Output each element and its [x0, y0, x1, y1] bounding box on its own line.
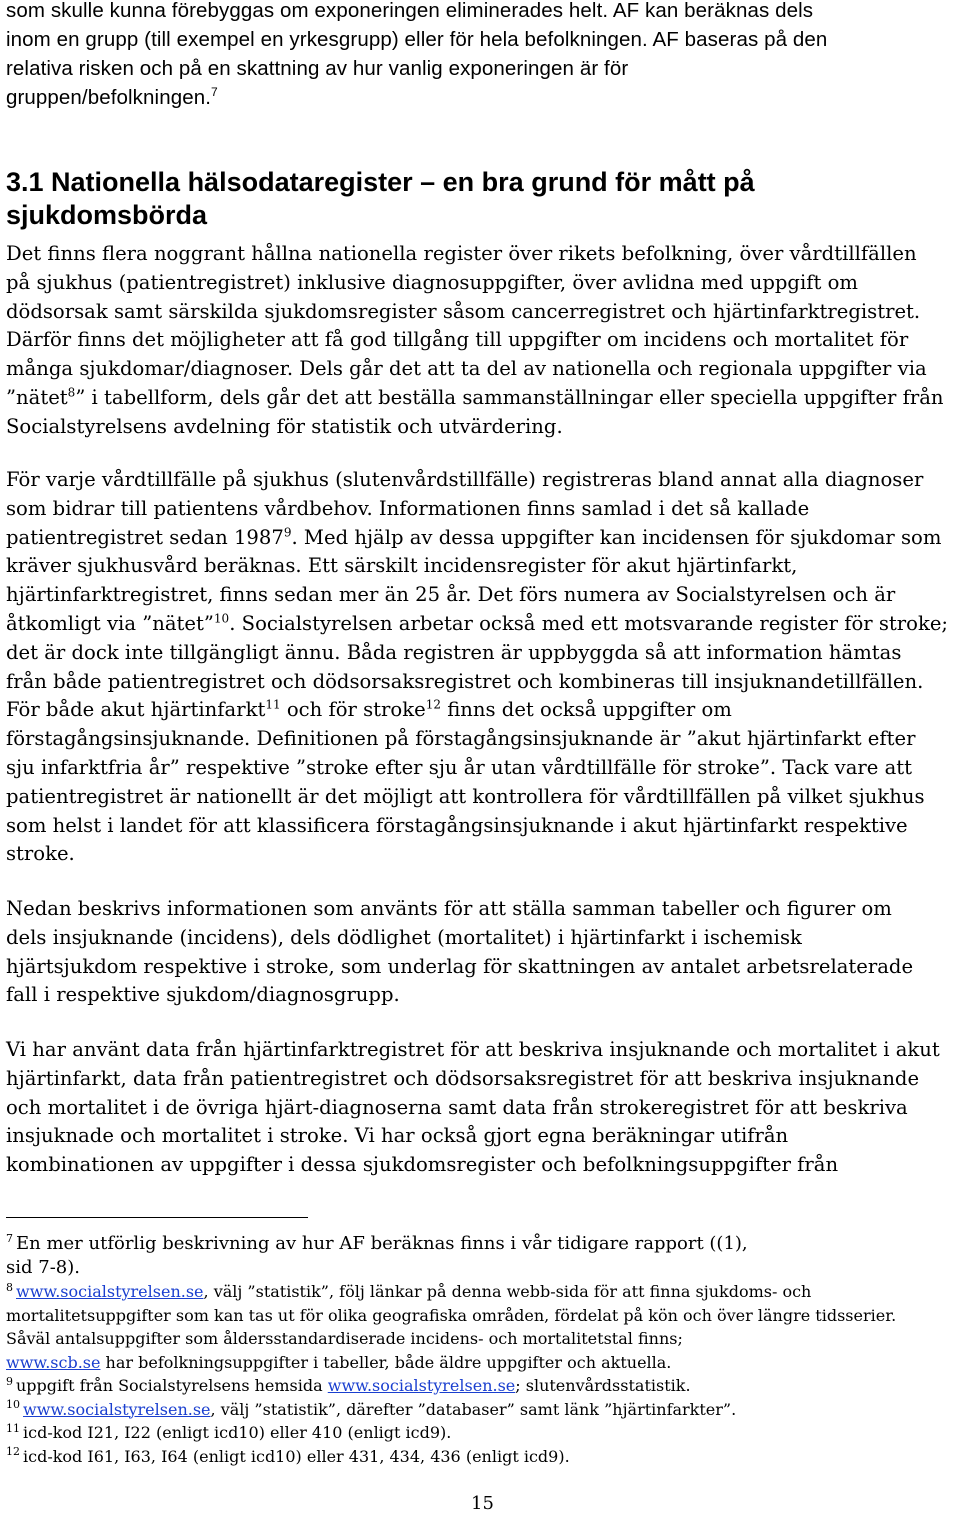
text-segment: gruppen/befolkningen.	[6, 86, 211, 109]
paragraph-data-sources	[6, 1036, 960, 1180]
text-line: kombinationen av uppgifter i dessa sjukdomsregister och befolkningsuppgifter från	[6, 1153, 839, 1177]
footnotes	[6, 1232, 956, 1468]
footnote-number: 7	[6, 1232, 13, 1245]
text-segment: För både akut hjärtinfarkt	[6, 698, 266, 722]
footnote-text: , välj ”statistik”, följ länkar på denna webb-sida för att finna sjukdoms- och	[203, 1282, 812, 1301]
footnote-8	[6, 1280, 956, 1304]
paragraph-method	[6, 895, 960, 1010]
socialstyrelsen-link[interactable]: www.socialstyrelsen.se	[327, 1376, 516, 1395]
text-line: relativa risken och på en skattning av hur vanlig exponeringen är för	[6, 57, 629, 80]
footnote-text: ; slutenvårdsstatistik.	[515, 1376, 691, 1395]
text-line: Vi har använt data från hjärtinfarktregistret för att beskriva insjuknande och mortalitet i akut	[6, 1038, 940, 1061]
footnote-ref[interactable]: 9	[283, 525, 292, 540]
text-line: För varje vårdtillfälle på sjukhus (slutenvårdstillfälle) registreras bland annat alla diagnoser	[6, 468, 924, 491]
text-line: stroke.	[6, 842, 75, 866]
text-line: insjuknade och mortalitet i stroke. Vi har också gjort egna beräkningar utifrån	[6, 1124, 789, 1148]
text-line: dödsorsak samt särskilda sjukdomsregister såsom cancerregistret och hjärtinfarktregistret.	[6, 299, 921, 323]
text-line: inom en grupp (till exempel en yrkesgrupp) eller för hela befolkningen. AF baseras på den	[6, 28, 828, 51]
footnote-separator	[6, 1217, 308, 1218]
text-line	[6, 384, 960, 413]
text-segment: patientregistret sedan 1987	[6, 525, 284, 549]
text-line: fall i respektive sjukdom/diagnosgrupp.	[6, 983, 400, 1007]
text-segment: ”nätet	[6, 385, 68, 409]
text-line	[6, 524, 960, 553]
footnote-8-cont: Såväl antalsuppgifter som åldersstandardiserade incidens- och mortalitetstal finns;	[6, 1329, 683, 1348]
intro-paragraph	[6, 0, 946, 112]
socialstyrelsen-link[interactable]: www.socialstyrelsen.se	[16, 1282, 204, 1301]
footnote-text: En mer utförlig beskrivning av hur AF beräknas finns i vår tidigare rapport ((1),	[16, 1233, 748, 1254]
footnote-text: icd-kod I61, I63, I64 (enligt icd10) eller 431, 434, 436 (enligt icd9).	[23, 1446, 570, 1466]
text-line: Socialstyrelsens avdelning för statistik och utvärdering.	[6, 414, 563, 438]
footnote-ref[interactable]: 8	[67, 385, 76, 400]
footnote-9	[6, 1374, 956, 1398]
text-segment: . Socialstyrelsen arbetar också med ett motsvarande register för stroke;	[229, 611, 949, 635]
footnote-text: icd-kod I21, I22 (enligt icd10) eller 410 (enligt icd9).	[23, 1423, 452, 1442]
text-line: dels insjuknande (incidens), dels dödlighet (mortalitet) i hjärtinfarkt i ischemisk	[6, 925, 802, 949]
text-line: Nedan beskrivs informationen som använts för att ställa samman tabeller och figurer om	[6, 897, 892, 920]
text-line: förstagångsinsjuknande. Definitionen på förstagångsinsjuknande är ”akut hjärtinfarkt efter	[6, 727, 916, 751]
footnote-7	[6, 1232, 956, 1256]
text-line: Det finns flera noggrant hållna nationella register över rikets befolkning, över vårdtillfällen	[6, 242, 917, 265]
text-line: kräver sjukhusvård beräknas. Ett särskilt incidensregister för akut hjärtinfarkt,	[6, 554, 798, 578]
footnote-ref[interactable]: 11	[265, 697, 281, 712]
footnote-ref[interactable]: 12	[425, 697, 441, 712]
page-number: 15	[471, 1493, 494, 1514]
text-line	[6, 696, 960, 725]
footnote-text: uppgift från Socialstyrelsens hemsida	[16, 1376, 328, 1395]
footnote-8-cont: mortalitetsuppgifter som kan tas ut för olika geografiska områden, fördelat på kön och över längre tidsserier.	[6, 1305, 897, 1325]
text-line: hjärtinfarktregistret, finns sedan mer än 25 år. Det förs numera av Socialstyrelsen och är	[6, 583, 896, 607]
text-line: hjärtinfarkt, data från patientregistret och dödsorsaksregistret för att beskriva insjuknande	[6, 1066, 920, 1090]
text-line: som bidrar till patientens vårdbehov. Informationen finns samlad i det så kallade	[6, 496, 810, 520]
text-line: hjärtsjukdom respektive i stroke, som underlag för skattningen av antalet arbetsrelaterade	[6, 954, 914, 978]
footnote-number: 10	[6, 1398, 20, 1412]
footnote-ref[interactable]: 10	[213, 611, 230, 626]
paragraph-registers	[6, 240, 960, 442]
heading-line: 3.1 Nationella hälsodataregister – en bra grund för mått på	[6, 167, 755, 197]
footnote-number: 8	[6, 1280, 13, 1294]
footnote-12	[6, 1445, 956, 1469]
footnote-7-cont: sid 7-8).	[6, 1257, 80, 1278]
text-line	[6, 83, 946, 112]
footnote-10	[6, 1398, 956, 1422]
text-line: Därför finns det möjligheter att få god tillgång till uppgifter om incidens och mortalitet för	[6, 328, 909, 352]
footnote-8-cont	[6, 1351, 956, 1375]
scb-link[interactable]: www.scb.se	[6, 1352, 101, 1372]
footnote-number: 12	[6, 1445, 20, 1459]
footnote-11	[6, 1421, 956, 1445]
text-segment: och för stroke	[280, 698, 426, 722]
footnote-ref[interactable]: 7	[211, 85, 218, 100]
footnote-number: 9	[6, 1374, 13, 1388]
footnote-number: 11	[6, 1421, 20, 1435]
paragraph-patient-register	[6, 466, 960, 869]
text-segment: . Med hjälp av dessa uppgifter kan incidensen för sjukdomar som	[291, 525, 942, 549]
text-segment: ” i tabellform, dels går det att beställa sammanställningar eller speciella uppgifter från	[75, 385, 944, 409]
text-line: sju infarktfria år” respektive ”stroke efter sju år utan vårdtillfälle för stroke”. Tack vare att	[6, 755, 913, 779]
section-heading	[6, 166, 946, 232]
text-line: det är dock inte tillgängligt ännu. Båda registren är uppbyggda så att information hämtas	[6, 640, 902, 664]
text-line: som skulle kunna förebyggas om exponeringen eliminerades helt. AF kan beräknas dels	[6, 0, 814, 22]
text-line: från både patientregistret och dödsorsaksregistret och kombineras till insjuknandetillfällen.	[6, 669, 924, 693]
socialstyrelsen-link[interactable]: www.socialstyrelsen.se	[23, 1399, 211, 1419]
heading-line: sjukdomsbörda	[6, 200, 208, 230]
text-line: på sjukhus (patientregistret) inklusive diagnosuppgifter, över avlidna med uppgift om	[6, 270, 858, 294]
text-line: många sjukdomar/diagnoser. Dels går det att ta del av nationella och regionala uppgifter via	[6, 357, 927, 381]
footnote-text: , välj ”statistik”, därefter ”databaser” samt länk ”hjärtinfarkter”.	[210, 1399, 737, 1419]
text-segment: åtkomligt via ”nätet”	[6, 611, 214, 635]
text-segment: finns det också uppgifter om	[440, 698, 732, 722]
text-line: som helst i landet för att klassificera förstagångsinsjuknande i akut hjärtinfarkt respektive	[6, 813, 908, 837]
footnote-text: har befolkningsuppgifter i tabeller, både äldre uppgifter och aktuella.	[100, 1352, 672, 1372]
text-line	[6, 610, 960, 639]
text-line: och mortalitet i de övriga hjärt-diagnoserna samt data från strokeregistret för att beskriva	[6, 1095, 908, 1119]
text-line: patientregistret är nationellt är det möjligt att kontrollera för vårdtillfällen på vilket sjukhus	[6, 784, 925, 808]
